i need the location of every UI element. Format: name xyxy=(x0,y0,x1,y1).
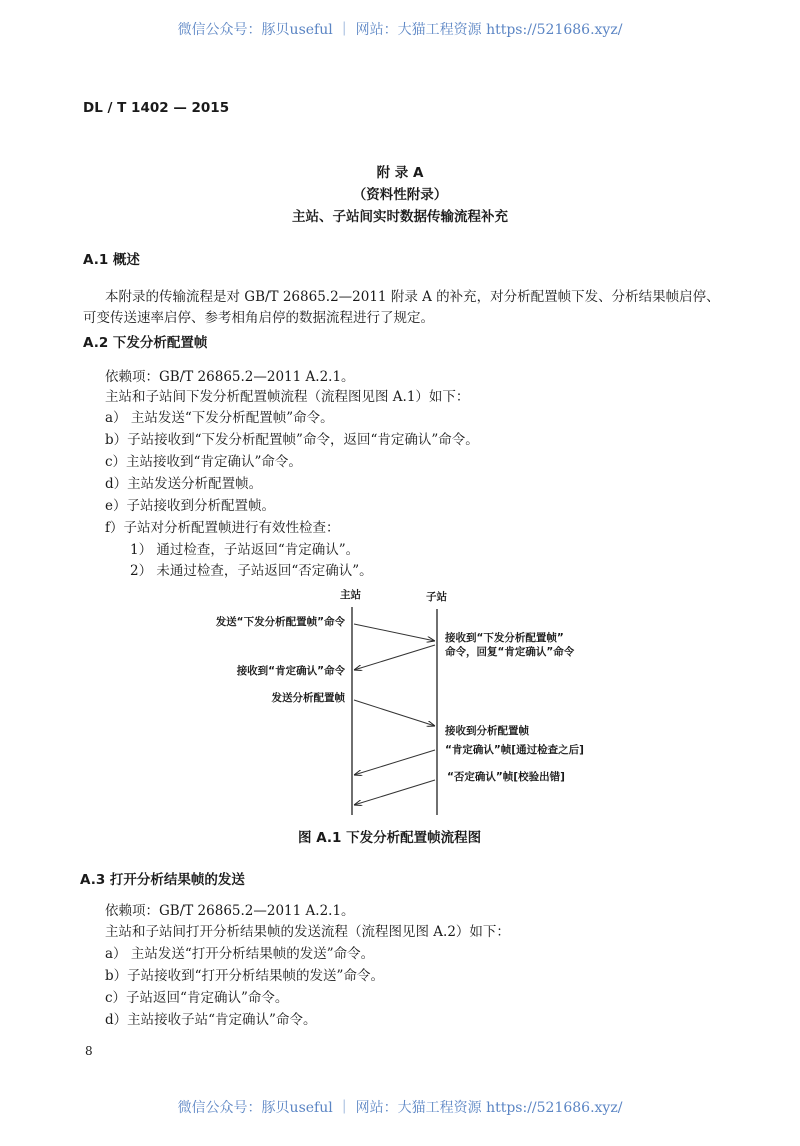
section-heading: A.2 下发分析配置帧 xyxy=(83,335,208,351)
diagram-label: 发送分析配置帧 xyxy=(271,692,345,704)
list-item: c）主站接收到“肯定确认”命令。 xyxy=(105,454,302,470)
list-item: a） 主站发送“下发分析配置帧”命令。 xyxy=(105,410,334,426)
list-item: a） 主站发送“打开分析结果帧的发送”命令。 xyxy=(105,946,375,962)
list-item: 2） 未通过检查，子站返回“否定确认”。 xyxy=(130,563,373,579)
diagram-label: 命令，回复“肯定确认”命令 xyxy=(445,646,575,658)
diagram-label: “否定确认”帧[校验出错] xyxy=(447,771,565,783)
paragraph-line: 主站和子站间打开分析结果帧的发送流程（流程图见图 A.2）如下： xyxy=(105,924,510,940)
section-heading: A.3 打开分析结果帧的发送 xyxy=(80,872,245,888)
paragraph-line: 依赖项：GB/T 26865.2—2011 A.2.1。 xyxy=(105,369,355,385)
appendix-type: （资料性附录） xyxy=(352,187,448,203)
page-number: 8 xyxy=(85,1044,93,1058)
list-item: c）子站返回“肯定确认”命令。 xyxy=(105,990,289,1006)
doc-header: DL / T 1402 — 2015 xyxy=(83,100,230,116)
figure-caption: 图 A.1 下发分析配置帧流程图 xyxy=(298,830,482,846)
list-item: e）子站接收到分析配置帧。 xyxy=(105,498,275,514)
arrow xyxy=(354,780,435,805)
paragraph-line: 依赖项：GB/T 26865.2—2011 A.2.1。 xyxy=(105,903,355,919)
master-label: 主站 xyxy=(340,589,361,601)
section-heading: A.1 概述 xyxy=(83,252,140,268)
list-item: b）子站接收到“打开分析结果帧的发送”命令。 xyxy=(105,968,384,984)
slave-label: 子站 xyxy=(426,591,447,603)
arrow xyxy=(354,624,435,641)
list-item: d）主站接收子站“肯定确认”命令。 xyxy=(105,1012,317,1028)
appendix-subtitle: 主站、子站间实时数据传输流程补充 xyxy=(292,209,508,225)
diagram-label: 接收到“肯定确认”命令 xyxy=(236,665,345,677)
paragraph-line: 主站和子站间下发分析配置帧流程（流程图见图 A.1）如下： xyxy=(105,389,470,405)
paragraph-line: 本附录的传输流程是对 GB/T 26865.2—2011 附录 A 的补充，对分析配置帧下发、分析结果帧启停、 xyxy=(105,289,720,305)
arrow xyxy=(354,750,435,775)
arrow xyxy=(354,700,435,726)
list-item: d）主站发送分析配置帧。 xyxy=(105,476,263,492)
appendix-title: 附 录 A xyxy=(376,165,424,181)
diagram-label: 发送“下发分析配置帧”命令 xyxy=(215,616,345,628)
list-item: b）子站接收到“下发分析配置帧”命令，返回“肯定确认”命令。 xyxy=(105,432,479,448)
watermark-top: 微信公众号：豚贝useful ｜ 网站：大猫工程资源 https://521686.xyz/ xyxy=(177,22,623,38)
diagram-label: 接收到分析配置帧 xyxy=(445,725,529,737)
list-item: 1） 通过检查，子站返回“肯定确认”。 xyxy=(130,542,360,558)
diagram-label: 接收到“下发分析配置帧” xyxy=(445,632,564,644)
list-item: f）子站对分析配置帧进行有效性检查： xyxy=(105,520,340,536)
diagram-label: “肯定确认”帧[通过检查之后] xyxy=(445,744,584,756)
watermark-bottom: 微信公众号：豚贝useful ｜ 网站：大猫工程资源 https://521686.xyz/ xyxy=(177,1100,623,1116)
arrow xyxy=(354,645,435,670)
paragraph-line: 可变传送速率启停、参考相角启停的数据流程进行了规定。 xyxy=(83,310,434,326)
